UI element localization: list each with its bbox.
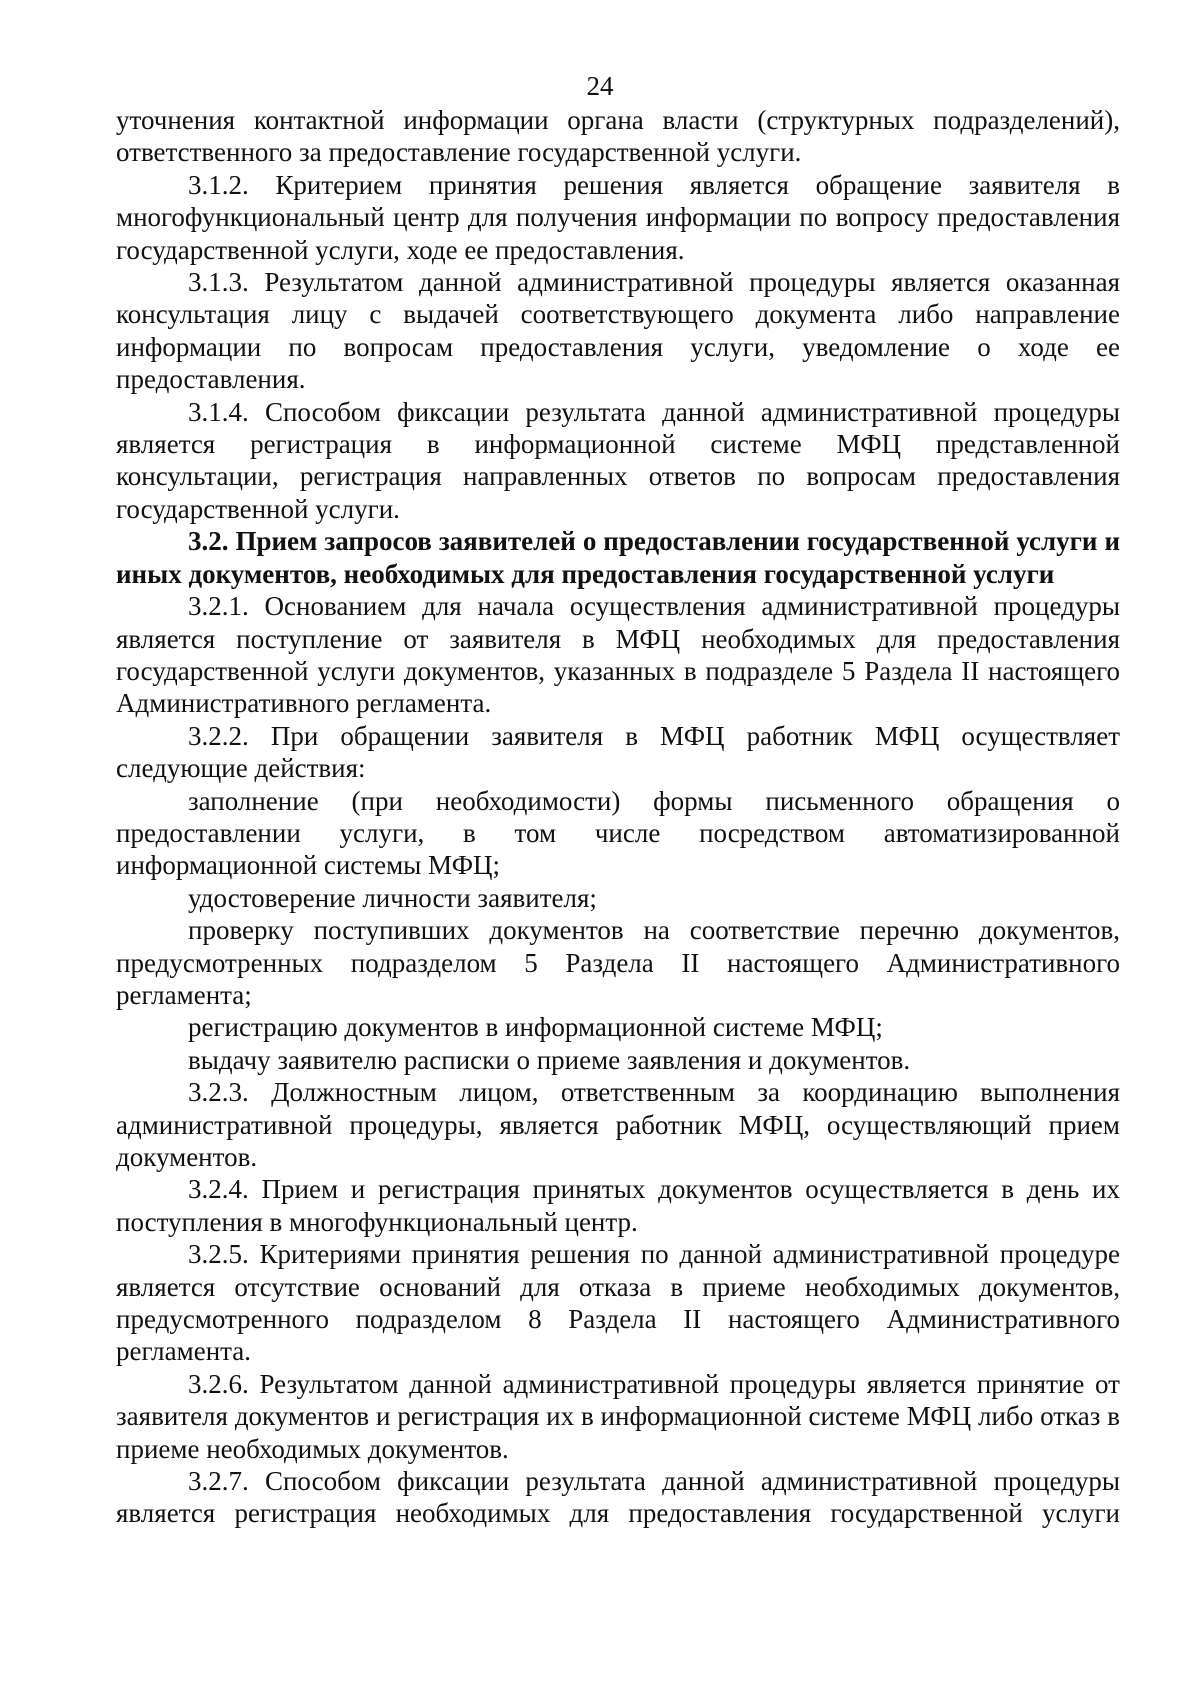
section-heading: 3.2. Прием запросов заявителей о предоставлении государственной услуги и иных документов, необходимых для предоставления государственной услуги (116, 526, 1120, 589)
page-number: 24 (586, 71, 614, 101)
paragraph: 3.2.3. Должностным лицом, ответственным за координацию выполнения административной процедуры, является работник МФЦ, осуществляющий прием документов. (116, 1077, 1120, 1172)
paragraph: 3.1.4. Способом фиксации результата данной административной процедуры является регистрация в информационной системе МФЦ представленной консультации, регистрация направленных ответов по вопросам предоставления государственной услуги. (116, 396, 1120, 524)
paragraph: 3.1.3. Результатом данной административной процедуры является оказанная консультация лицу с выдачей соответствующего документа либо направление информации по вопросам предоставления услуги, уведомление о ходе ее предоставления. (116, 267, 1120, 395)
paragraph: регистрацию документов в информационной системе МФЦ; (188, 1012, 883, 1043)
paragraph: 3.2.7. Способом фиксации результата данной административной процедуры является регистрация необходимых для предоставления государственной услуги (116, 1466, 1120, 1529)
paragraph: 3.2.5. Критериями принятия решения по данной административной процедуре является отсутствие оснований для отказа в приеме необходимых документов, предусмотренного подразделом 8 Раздела II настоящего Административного регламента. (116, 1239, 1120, 1367)
paragraph: выдачу заявителю расписки о приеме заявления и документов. (188, 1044, 911, 1075)
paragraph: уточнения контактной информации органа власти (структурных подразделений), ответственного за предоставление государственной услуги. (116, 105, 1120, 168)
paragraph: 3.2.1. Основанием для начала осуществления административной процедуры является поступление от заявителя в МФЦ необходимых для предоставления государственной услуги документов, указанных в подразделе 5 Раздела II настоящего Административного регламента. (116, 591, 1120, 719)
paragraph: 3.2.4. Прием и регистрация принятых документов осуществляется в день их поступления в многофункциональный центр. (116, 1174, 1120, 1237)
paragraph: проверку поступивших документов на соответствие перечню документов, предусмотренных подразделом 5 Раздела II настоящего Административного регламента; (116, 915, 1120, 1010)
paragraph: 3.2.2. При обращении заявителя в МФЦ работник МФЦ осуществляет следующие действия: (116, 720, 1120, 784)
paragraph: заполнение (при необходимости) формы письменного обращения о предоставлении услуги, в том числе посредством автоматизированной информационной системы МФЦ; (116, 785, 1120, 881)
paragraph: удостоверение личности заявителя; (188, 882, 597, 913)
paragraph: 3.1.2. Критерием принятия решения является обращение заявителя в многофункциональный центр для получения информации по вопросу предоставления государственной услуги, ходе ее предоставления. (116, 169, 1120, 265)
document-body (116, 104, 1120, 1530)
paragraph: 3.2.6. Результатом данной административной процедуры является принятие от заявителя документов и регистрация их в информационной системе МФЦ либо отказ в приеме необходимых документов. (116, 1368, 1120, 1464)
